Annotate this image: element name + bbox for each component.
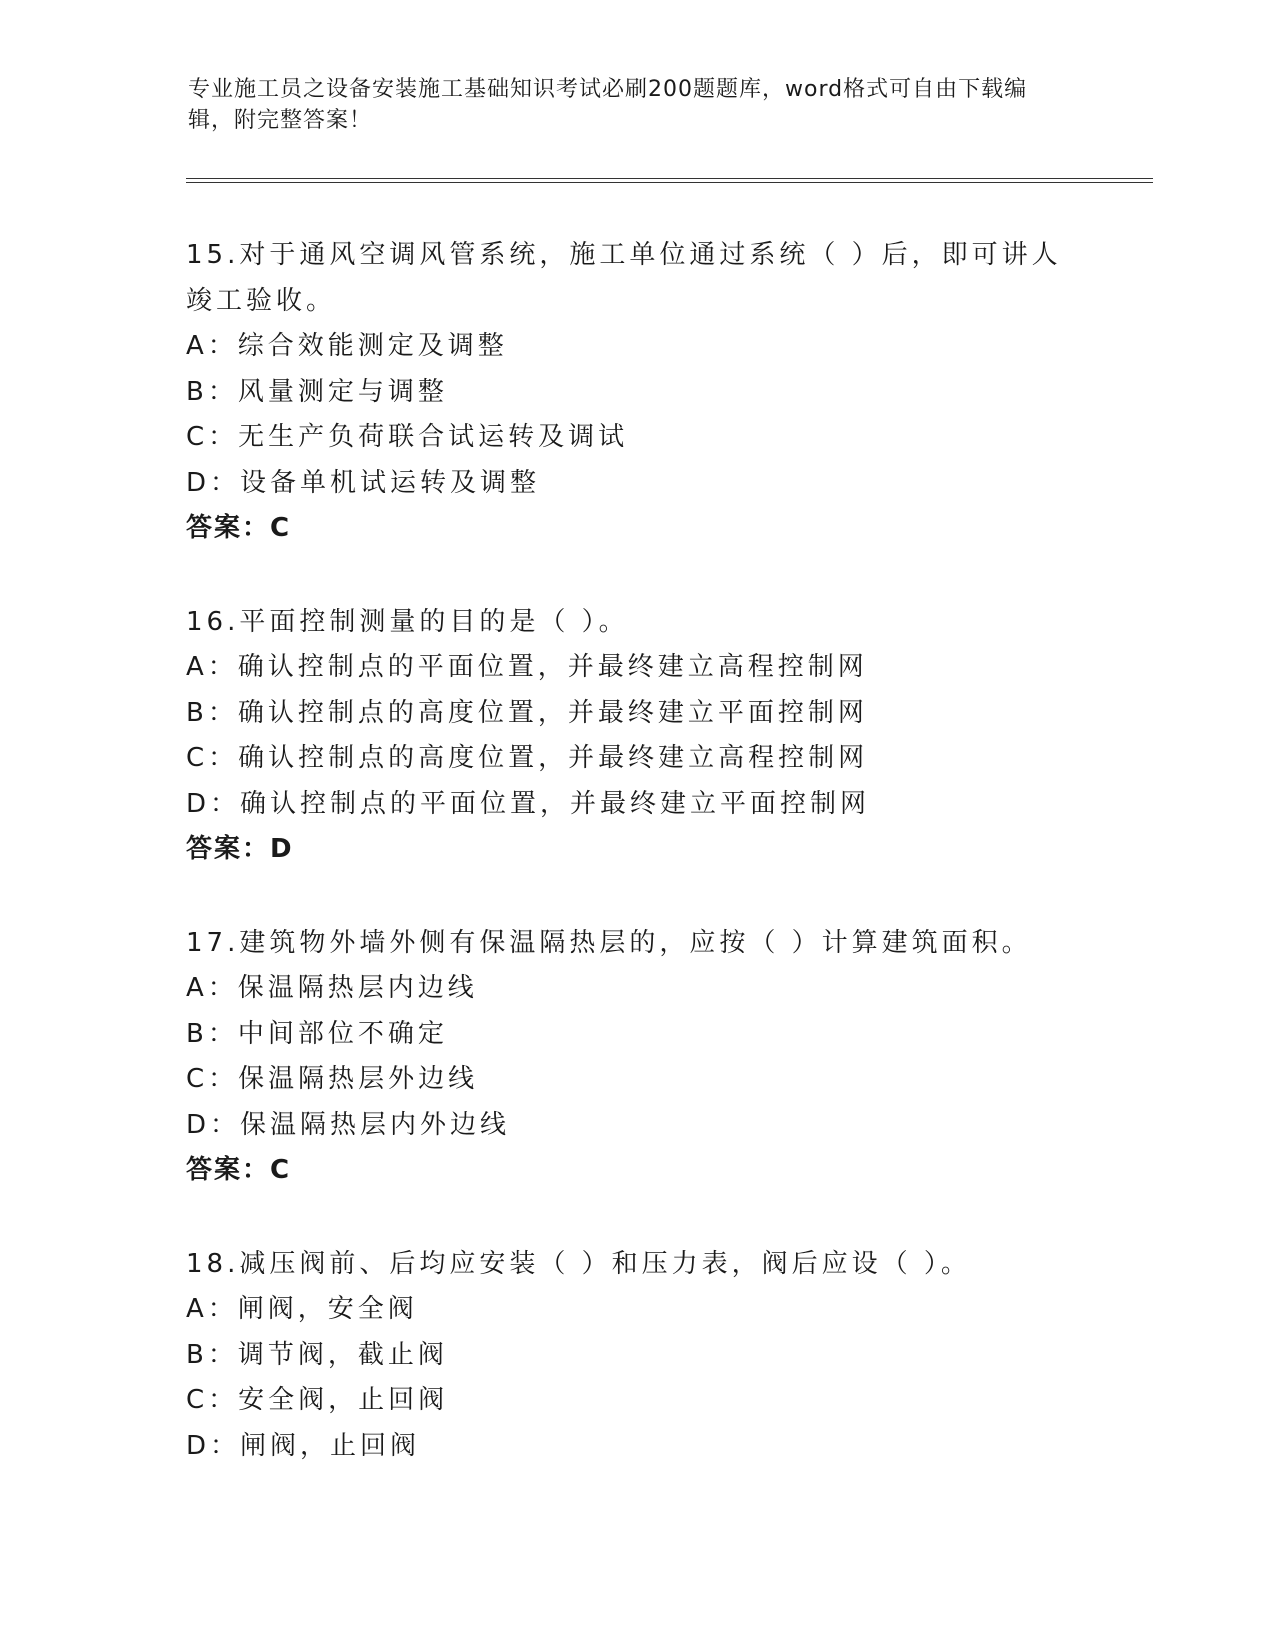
question-stem: 17.建筑物外墙外侧有保温隔热层的，应按（ ）计算建筑面积。 [186,927,1032,958]
question-15 [186,233,1086,552]
option-d: D：确认控制点的平面位置，并最终建立平面控制网 [186,788,871,819]
option-a: A：保温隔热层内边线 [186,973,478,1003]
option-d: D：设备单机试运转及调整 [186,467,541,498]
answer-label: 答案：C [186,513,292,543]
answer-label: 答案：C [186,1155,292,1185]
option-a: A：闸阀，安全阀 [186,1294,418,1324]
option-c: C：确认控制点的高度位置，并最终建立高程控制网 [186,743,869,773]
option-c: C：保温隔热层外边线 [186,1064,479,1094]
option-d: D：保温隔热层内外边线 [186,1109,511,1140]
option-a: A：确认控制点的平面位置，并最终建立高程控制网 [186,652,868,682]
option-b: B：风量测定与调整 [186,376,448,407]
header-divider [186,178,1153,183]
document-header: 专业施工员之设备安装施工基础知识考试必刷200题题库，word格式可自由下载编辑，附完整答案！ [188,77,1028,133]
option-c: C：安全阀，止回阀 [186,1385,449,1415]
option-b: B：确认控制点的高度位置，并最终建立平面控制网 [186,697,868,728]
question-18 [186,1242,1086,1470]
option-d: D：闸阀，止回阀 [186,1430,421,1461]
question-stem: 16.平面控制测量的目的是（ ）。 [186,606,629,637]
question-16 [186,600,1086,873]
question-17 [186,921,1086,1194]
option-a: A：综合效能测定及调整 [186,331,508,361]
option-c: C：无生产负荷联合试运转及调试 [186,422,629,452]
option-b: B：调节阀，截止阀 [186,1339,448,1370]
question-list [186,233,1086,1517]
question-stem: 15.对于通风空调风管系统，施工单位通过系统（ ）后，即可讲人竣工验收。 [186,240,1062,316]
option-b: B：中间部位不确定 [186,1018,448,1049]
question-stem: 18.减压阀前、后均应安装（ ）和压力表，阀后应设（ ）。 [186,1248,971,1279]
answer-label: 答案：D [186,834,294,864]
